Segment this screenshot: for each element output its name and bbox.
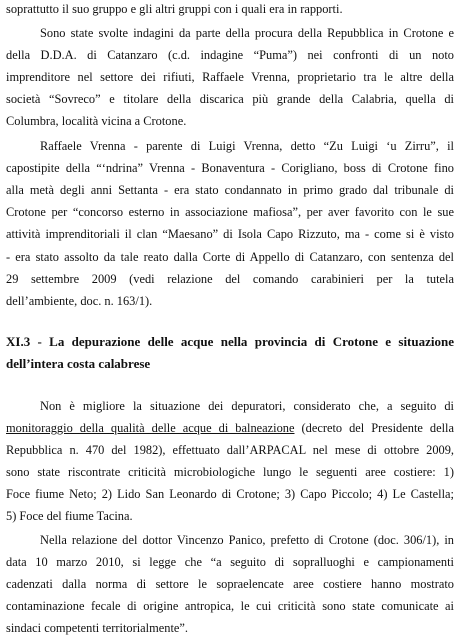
text-line: sindaci competenti territorialmente”. bbox=[6, 621, 188, 635]
text-line: società “Sovreco” e titolare della discarica più grande della Calabria, quella di bbox=[6, 92, 454, 106]
text-line: capostipite della “‘ndrina” Vrenna - Bonaventura - Corigliano, boss di Crotone fino bbox=[6, 161, 454, 175]
paragraph-top-tail: soprattutto il suo gruppo e gli altri gruppi con i quali era in rapporti. bbox=[6, 2, 343, 16]
text-line: Repubblica n. 470 del 1982), effettuato dall’ARPACAL nel mese di ottobre 2009, bbox=[6, 443, 454, 457]
text-line: Nella relazione del dottor Vincenzo Panico, prefetto di Crotone (doc. 306/1), in bbox=[40, 533, 454, 547]
text-line: alla metà degli anni Settanta - era stato condannato in primo grado dal tribunale di bbox=[6, 183, 454, 197]
underlined-text: monitoraggio della qualità delle acque di balneazione bbox=[6, 421, 295, 435]
text-line: 5) Foce del fiume Tacina. bbox=[6, 509, 133, 523]
text-line: della D.D.A. di Catanzaro (c.d. indagine “Puma”) nei confronti di un noto bbox=[6, 48, 454, 62]
text-line: contaminazione fecale di origine antropica, le cui criticità sono state comunicate ai bbox=[6, 599, 454, 613]
section-heading-line: XI.3 - La depurazione delle acque nella provincia di Crotone e situazione bbox=[6, 334, 454, 349]
text-line: sono state riscontrate criticità microbiologiche lungo le seguenti aree costiere: 1) bbox=[6, 465, 454, 479]
text-line: dell’ambiente, doc. n. 163/1). bbox=[6, 294, 153, 308]
text-line-with-underline bbox=[6, 421, 454, 435]
text-line: imprenditore nel settore dei rifiuti, Raffaele Vrenna, proprietario tra le altre della bbox=[6, 70, 454, 84]
text-line: Raffaele Vrenna - parente di Luigi Vrenna, detto “Zu Luigi ‘u Zirru”, il bbox=[40, 139, 454, 153]
text-line: Non è migliore la situazione dei depuratori, considerato che, a seguito di bbox=[40, 399, 454, 413]
text-line: Sono state svolte indagini da parte della procura della Repubblica in Crotone e bbox=[40, 26, 454, 40]
text-line: data 10 marzo 2010, si legge che “a seguito di sopralluoghi e campionamenti bbox=[6, 555, 454, 569]
section-heading-line: dell’intera costa calabrese bbox=[6, 356, 151, 371]
text-line: - era stato assolto da tale reato dalla Corte di Appello di Catanzaro, con sentenza del bbox=[6, 250, 454, 264]
text-line: cadenzati dalla norma di settore le sopraelencate aree costiere hanno mostrato bbox=[6, 577, 454, 591]
text-line: Crotone per “concorso esterno in associazione mafiosa”, per aver favorito con le sue bbox=[6, 205, 454, 219]
text-line: attività imprenditoriali il clan “Maesano” di Isola Capo Rizzuto, ma - come si è visto bbox=[6, 227, 454, 241]
plain-text: (decreto del Presidente della bbox=[294, 421, 454, 435]
text-line: Foce fiume Neto; 2) Lido San Leonardo di Crotone; 3) Capo Piccolo; 4) Le Castella; bbox=[6, 487, 454, 501]
text-line: 29 settembre 2009 (vedi relazione del comando carabinieri per la tutela bbox=[6, 272, 454, 286]
text-line: Columbra, località vicina a Crotone. bbox=[6, 114, 187, 128]
